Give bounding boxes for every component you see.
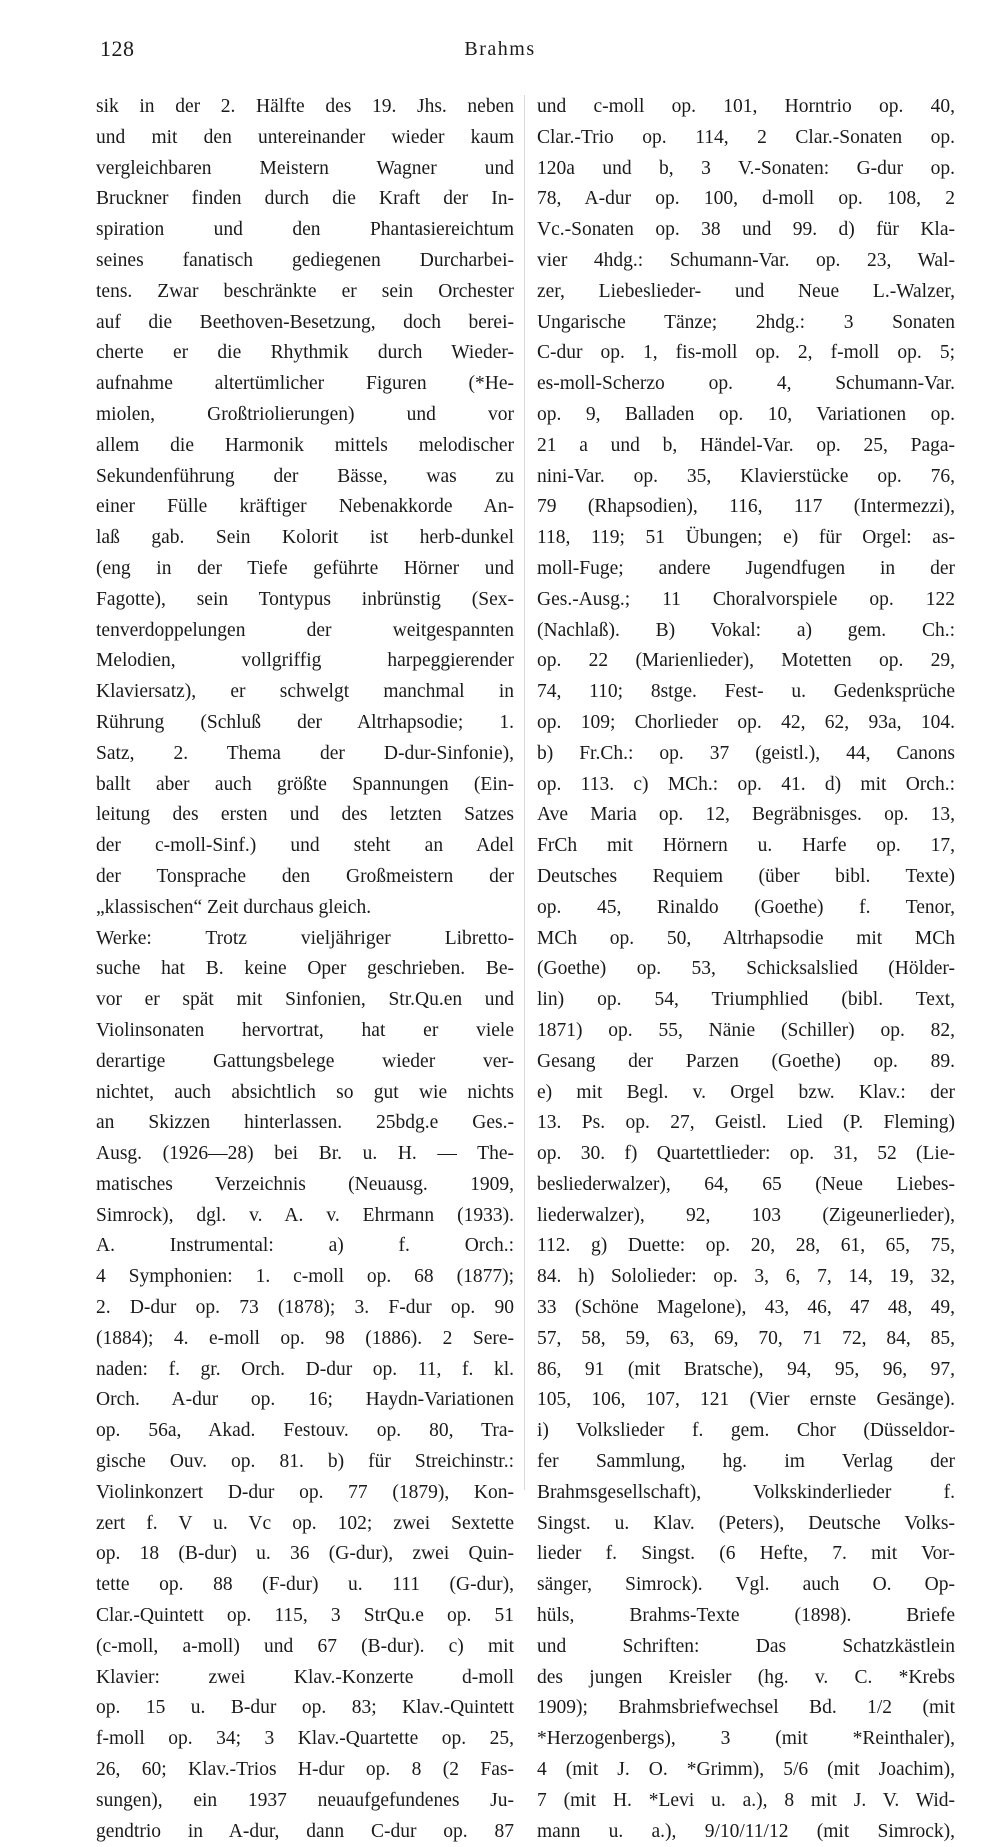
text-line: Vc.-Sonaten op. 38 und 99. d) für Kla- xyxy=(537,219,955,241)
text-line: 57, 58, 59, 63, 69, 70, 71 72, 84, 85, xyxy=(537,1327,955,1349)
text-line: vier 4hdg.: Schumann-Var. op. 23, Wal- xyxy=(537,249,955,271)
text-line: spiration und den Phantasiereichtum xyxy=(96,219,514,241)
text-line: gische Ouv. op. 81. b) für Streichinstr.: xyxy=(96,1451,514,1473)
text-line: 21 a und b, Händel-Var. op. 25, Paga- xyxy=(537,434,955,456)
text-line: 26, 60; Klav.-Trios H-dur op. 8 (2 Fas- xyxy=(96,1759,514,1781)
text-line: Clar.-Quintett op. 115, 3 StrQu.e op. 51 xyxy=(96,1605,514,1627)
text-line: 4 Symphonien: 1. c-moll op. 68 (1877); xyxy=(96,1266,514,1288)
text-line: 78, A-dur op. 100, d-moll op. 108, 2 xyxy=(537,188,955,210)
text-line: op. 15 u. B-dur op. 83; Klav.-Quintett xyxy=(96,1697,514,1719)
text-line: miolen, Großtriolierungen) und vor xyxy=(96,403,514,425)
text-line: tette op. 88 (F-dur) u. 111 (G-dur), xyxy=(96,1574,514,1596)
text-line: liederwalzer), 92, 103 (Zigeunerlieder), xyxy=(537,1204,955,1226)
text-line: hüls, Brahms-Texte (1898). Briefe xyxy=(537,1605,955,1627)
text-line: des jungen Kreisler (hg. v. C. *Krebs xyxy=(537,1666,955,1688)
text-line: e) mit Begl. v. Orgel bzw. Klav.: der xyxy=(537,1081,955,1103)
text-line: tenverdoppelungen der weitgespannten xyxy=(96,619,514,641)
running-head: Brahms xyxy=(464,38,536,60)
text-line: 105, 106, 107, 121 (Vier ernste Gesänge). xyxy=(537,1389,955,1411)
text-line: gendtrio in A-dur, dann C-dur op. 87 xyxy=(96,1820,514,1842)
text-line: (Nachlaß). B) Vokal: a) gem. Ch.: xyxy=(537,619,955,641)
text-line: Orch. A-dur op. 16; Haydn-Variationen xyxy=(96,1389,514,1411)
text-line: Ungarische Tänze; 2hdg.: 3 Sonaten xyxy=(537,311,955,333)
text-line: 79 (Rhapsodien), 116, 117 (Intermezzi), xyxy=(537,496,955,518)
text-line: Rührung (Schluß der Altrhapsodie; 1. xyxy=(96,711,514,733)
text-line: 118, 119; 51 Übungen; e) für Orgel: as- xyxy=(537,527,955,549)
text-line: und c-moll op. 101, Horntrio op. 40, xyxy=(537,96,955,117)
text-line: 2. D-dur op. 73 (1878); 3. F-dur op. 90 xyxy=(96,1297,514,1319)
text-line: Brahmsgesellschaft), Volkskinderlieder f. xyxy=(537,1481,955,1503)
text-line: MCh op. 50, Altrhapsodie mit MCh xyxy=(537,927,955,949)
text-line: f-moll op. 34; 3 Klav.-Quartette op. 25, xyxy=(96,1728,514,1750)
text-line: es-moll-Scherzo op. 4, Schumann-Var. xyxy=(537,373,955,395)
text-line: Singst. u. Klav. (Peters), Deutsche Volks- xyxy=(537,1512,955,1534)
text-line: (c-moll, a-moll) und 67 (B-dur). c) mit xyxy=(96,1635,514,1657)
text-line: i) Volkslieder f. gem. Chor (Düsseldor- xyxy=(537,1420,955,1442)
text-line: 13. Ps. op. 27, Geistl. Lied (P. Fleming) xyxy=(537,1112,955,1134)
text-line: op. 22 (Marienlieder), Motetten op. 29, xyxy=(537,650,955,672)
text-line: laß gab. Sein Kolorit ist herb-dunkel xyxy=(96,527,514,549)
text-line: der c-moll-Sinf.) und steht an Adel xyxy=(96,835,514,857)
text-line: Satz, 2. Thema der D-dur-Sinfonie), xyxy=(96,742,514,764)
text-line: C-dur op. 1, fis-moll op. 2, f-moll op. 5; xyxy=(537,342,955,364)
text-line: und mit den untereinander wieder kaum xyxy=(96,126,514,148)
text-line: sungen), ein 1937 neuaufgefundenes Ju- xyxy=(96,1789,514,1811)
text-line: Werke: Trotz vieljähriger Libretto- xyxy=(96,927,514,949)
text-line: op. 9, Balladen op. 10, Variationen op. xyxy=(537,403,955,425)
text-line: matisches Verzeichnis (Neuausg. 1909, xyxy=(96,1173,514,1195)
text-line: vor er spät mit Sinfonien, Str.Qu.en und xyxy=(96,989,514,1011)
text-line: sik in der 2. Hälfte des 19. Jhs. neben xyxy=(96,96,514,117)
text-line: leitung des ersten und des letzten Satzes xyxy=(96,804,514,826)
text-line: op. 45, Rinaldo (Goethe) f. Tenor, xyxy=(537,896,955,918)
right-column xyxy=(537,92,955,1847)
text-line: allem die Harmonik mittels melodischer xyxy=(96,434,514,456)
text-line: lin) op. 54, Triumphlied (bibl. Text, xyxy=(537,989,955,1011)
text-line: derartige Gattungsbelege wieder ver- xyxy=(96,1050,514,1072)
text-line: Ave Maria op. 12, Begräbnisges. op. 13, xyxy=(537,804,955,826)
text-line: 1871) op. 55, Nänie (Schiller) op. 82, xyxy=(537,1019,955,1041)
text-line: Ges.-Ausg.; 11 Choralvorspiele op. 122 xyxy=(537,588,955,610)
text-line: Simrock), dgl. v. A. v. Ehrmann (1933). xyxy=(96,1204,514,1226)
text-line: b) Fr.Ch.: op. 37 (geistl.), 44, Canons xyxy=(537,742,955,764)
text-line: 1909); Brahmsbriefwechsel Bd. 1/2 (mit xyxy=(537,1697,955,1719)
left-column xyxy=(96,92,514,1847)
text-line: suche hat B. keine Oper geschrieben. Be- xyxy=(96,958,514,980)
text-line: zert f. V u. Vc op. 102; zwei Sextette xyxy=(96,1512,514,1534)
text-line: aufnahme altertümlicher Figuren (*He- xyxy=(96,373,514,395)
text-line: vergleichbaren Meistern Wagner und xyxy=(96,157,514,179)
text-line: Violinkonzert D-dur op. 77 (1879), Kon- xyxy=(96,1481,514,1503)
text-line: seines fanatisch gediegenen Durcharbei- xyxy=(96,249,514,271)
text-line: op. 113. c) MCh.: op. 41. d) mit Orch.: xyxy=(537,773,955,795)
text-line: „klassischen“ Zeit durchaus gleich. xyxy=(96,896,372,918)
text-line: (1884); 4. e-moll op. 98 (1886). 2 Sere- xyxy=(96,1327,514,1349)
text-line: zer, Liebeslieder- und Neue L.-Walzer, xyxy=(537,280,955,302)
text-line: 74, 110; 8stge. Fest- u. Gedenksprüche xyxy=(537,681,955,703)
text-line: und Schriften: Das Schatzkästlein xyxy=(537,1635,955,1657)
text-line: 86, 91 (mit Bratsche), 94, 95, 96, 97, xyxy=(537,1358,955,1380)
text-line: auf die Beethoven-Besetzung, doch berei- xyxy=(96,311,514,333)
text-line: op. 109; Chorlieder op. 42, 62, 93a, 104. xyxy=(537,711,955,733)
text-line: 33 (Schöne Magelone), 43, 46, 47 48, 49, xyxy=(537,1297,955,1319)
text-line: (eng in der Tiefe geführte Hörner und xyxy=(96,557,514,579)
text-line: an Skizzen hinterlassen. 25bdg.e Ges.- xyxy=(96,1112,514,1134)
text-line: op. 18 (B-dur) u. 36 (G-dur), zwei Quin- xyxy=(96,1543,514,1565)
text-line: nichtet, auch absichtlich so gut wie nichts xyxy=(96,1081,514,1103)
text-line: 120a und b, 3 V.-Sonaten: G-dur op. xyxy=(537,157,955,179)
text-line: 112. g) Duette: op. 20, 28, 61, 65, 75, xyxy=(537,1235,955,1257)
text-line: Deutsches Requiem (über bibl. Texte) xyxy=(537,865,955,887)
text-line: Ausg. (1926—28) bei Br. u. H. — The- xyxy=(96,1143,514,1165)
text-line: fer Sammlung, hg. im Verlag der xyxy=(537,1451,955,1473)
text-line: sänger, Simrock). Vgl. auch O. Op- xyxy=(537,1574,955,1596)
text-line: Sekundenführung der Bässe, was zu xyxy=(96,465,514,487)
text-line: 7 (mit H. *Levi u. a.), 8 mit J. V. Wid- xyxy=(537,1789,955,1811)
text-line: op. 30. f) Quartettlieder: op. 31, 52 (Lie- xyxy=(537,1143,955,1165)
text-line: einer Fülle kräftiger Nebenakkorde An- xyxy=(96,496,514,518)
text-line: lieder f. Singst. (6 Hefte, 7. mit Vor- xyxy=(537,1543,955,1565)
page-number: 128 xyxy=(100,36,135,61)
text-line: mann u. a.), 9/10/11/12 (mit Simrock), xyxy=(537,1820,955,1842)
text-line: Bruckner finden durch die Kraft der In- xyxy=(96,188,514,210)
text-line: 4 (mit J. O. *Grimm), 5/6 (mit Joachim), xyxy=(537,1759,955,1781)
text-line: cherte er die Rhythmik durch Wieder- xyxy=(96,342,514,364)
text-line: Klaviersatz), er schwelgt manchmal in xyxy=(96,681,514,703)
text-line: naden: f. gr. Orch. D-dur op. 11, f. kl. xyxy=(96,1358,514,1380)
text-line: op. 56a, Akad. Festouv. op. 80, Tra- xyxy=(96,1420,514,1442)
text-line: Violinsonaten hervortrat, hat er viele xyxy=(96,1019,514,1041)
text-line: (Goethe) op. 53, Schicksalslied (Hölder- xyxy=(537,958,955,980)
text-line: der Tonsprache den Großmeistern der xyxy=(96,865,514,887)
column-rule xyxy=(524,95,525,1490)
text-line: moll-Fuge; andere Jugendfugen in der xyxy=(537,557,955,579)
text-line: Fagotte), sein Tontypus inbrünstig (Sex- xyxy=(96,588,514,610)
text-line: besliederwalzer), 64, 65 (Neue Liebes- xyxy=(537,1173,955,1195)
text-line: Melodien, vollgriffig harpeggierender xyxy=(96,650,514,672)
text-line: nini-Var. op. 35, Klavierstücke op. 76, xyxy=(537,465,955,487)
text-line: *Herzogenbergs), 3 (mit *Reinthaler), xyxy=(537,1728,955,1750)
text-line: 84. h) Sololieder: op. 3, 6, 7, 14, 19, 32, xyxy=(537,1266,955,1288)
text-line: Klavier: zwei Klav.-Konzerte d-moll xyxy=(96,1666,514,1688)
text-line: Gesang der Parzen (Goethe) op. 89. xyxy=(537,1050,955,1072)
text-line: FrCh mit Hörnern u. Harfe op. 17, xyxy=(537,835,955,857)
text-line: A. Instrumental: a) f. Orch.: xyxy=(96,1235,514,1257)
text-line: ballt aber auch größte Spannungen (Ein- xyxy=(96,773,514,795)
text-line: Clar.-Trio op. 114, 2 Clar.-Sonaten op. xyxy=(537,126,955,148)
text-line: tens. Zwar beschränkte er sein Orchester xyxy=(96,280,514,302)
